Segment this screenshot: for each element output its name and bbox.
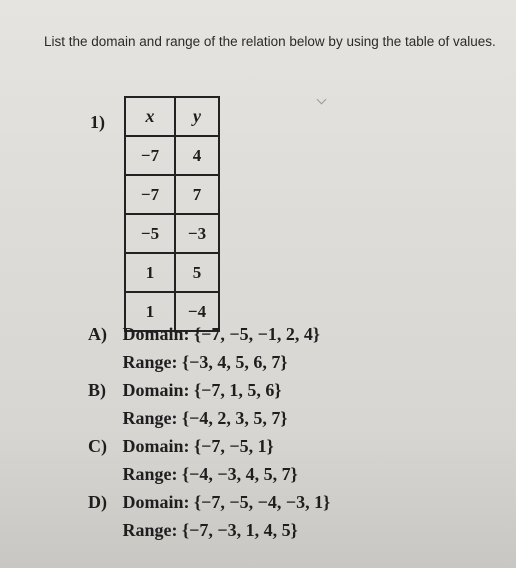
choice-letter: C) <box>88 436 107 456</box>
instructions-text: List the domain and range of the relation below by using the table of values. <box>44 34 496 49</box>
cell-x: −5 <box>125 214 175 253</box>
choice-d[interactable] <box>88 488 330 544</box>
table-row <box>125 175 219 214</box>
cell-y: 4 <box>175 136 219 175</box>
choice-letter: A) <box>88 324 107 344</box>
cell-x: 1 <box>125 292 175 331</box>
domain-set: {−7, 1, 5, 6} <box>194 380 282 400</box>
choice-a[interactable] <box>88 320 330 376</box>
domain-set: {−7, −5, 1} <box>194 436 274 456</box>
choice-letter: D) <box>88 492 107 512</box>
domain-label: Domain: <box>122 436 190 456</box>
header-x: x <box>125 97 175 136</box>
pen-mark-icon <box>317 95 327 105</box>
domain-set: {−7, −5, −4, −3, 1} <box>194 492 331 512</box>
domain-label: Domain: <box>122 324 190 344</box>
header-y: y <box>175 97 219 136</box>
cell-x: −7 <box>125 175 175 214</box>
cell-y: 5 <box>175 253 219 292</box>
answer-choices <box>88 320 330 544</box>
range-set: {−7, −3, 1, 4, 5} <box>182 520 298 540</box>
range-label: Range: <box>122 408 178 428</box>
cell-x: −7 <box>125 136 175 175</box>
choice-c[interactable] <box>88 432 330 488</box>
cell-y: −4 <box>175 292 219 331</box>
cell-y: −3 <box>175 214 219 253</box>
range-set: {−4, −3, 4, 5, 7} <box>182 464 298 484</box>
range-set: {−4, 2, 3, 5, 7} <box>182 408 288 428</box>
domain-label: Domain: <box>122 492 190 512</box>
question-number: 1) <box>90 112 105 132</box>
range-label: Range: <box>122 352 178 372</box>
range-set: {−3, 4, 5, 6, 7} <box>182 352 288 372</box>
range-label: Range: <box>122 520 178 540</box>
cell-x: 1 <box>125 253 175 292</box>
cell-y: 7 <box>175 175 219 214</box>
domain-set: {−7, −5, −1, 2, 4} <box>194 324 320 344</box>
table-of-values <box>124 96 220 332</box>
table-header-row <box>125 97 219 136</box>
table-row <box>125 136 219 175</box>
table-row <box>125 214 219 253</box>
range-label: Range: <box>122 464 178 484</box>
choice-letter: B) <box>88 380 106 400</box>
choice-b[interactable] <box>88 376 330 432</box>
table-row <box>125 253 219 292</box>
domain-label: Domain: <box>122 380 190 400</box>
